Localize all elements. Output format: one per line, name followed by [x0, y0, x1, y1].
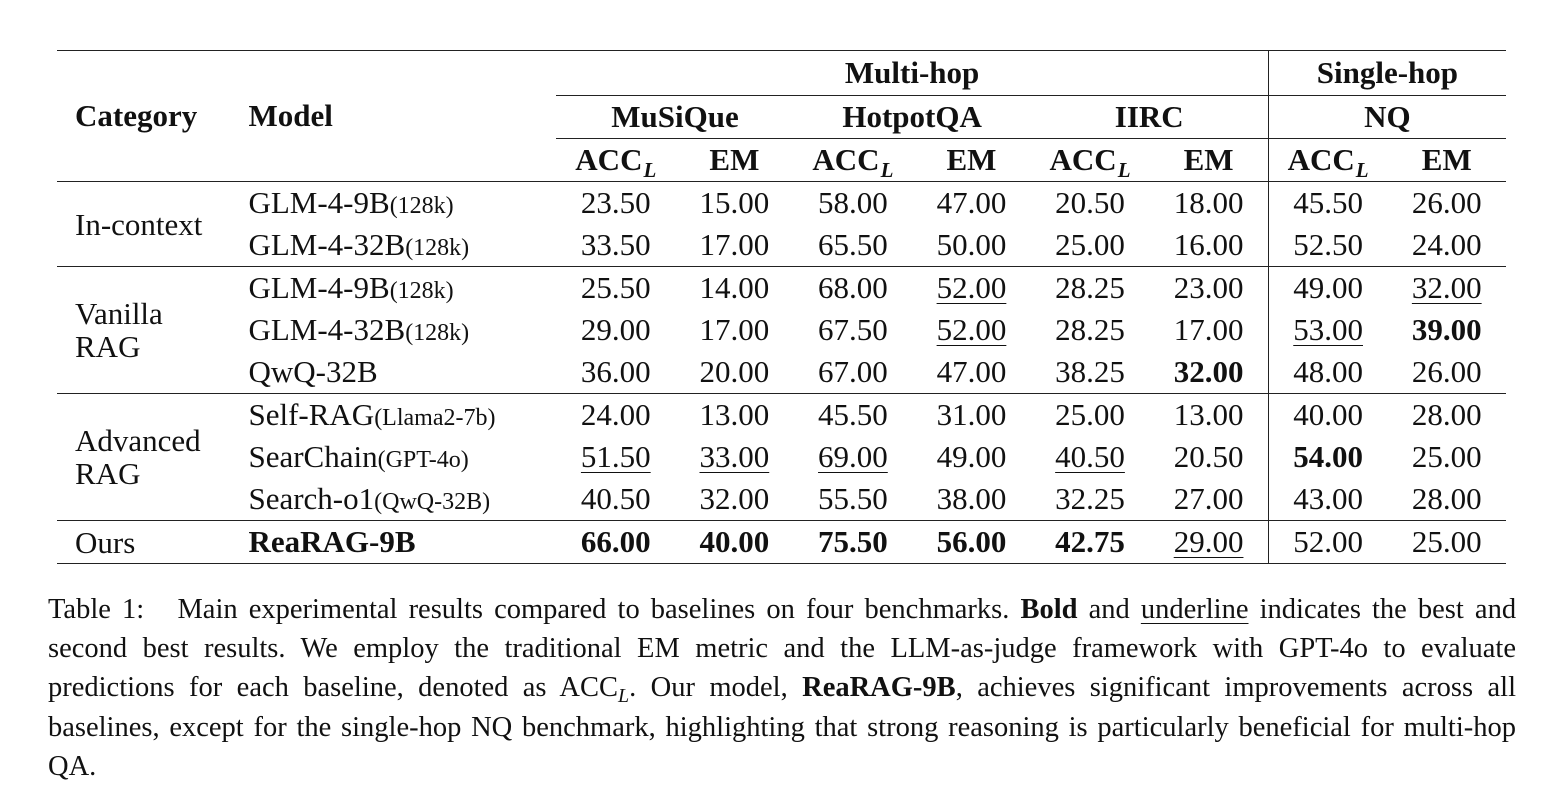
value-cell [1031, 182, 1150, 225]
caption-part4: , achieves significant improvements across all baselines, except for the single-hop NQ benchmark, highlighting that strong reasoning is particularly beneficial for multi-hop QA. [48, 671, 1516, 783]
value-text: 26.00 [1411, 354, 1482, 389]
value-text: 14.00 [699, 270, 770, 305]
header-dataset-nq: NQ [1268, 96, 1506, 139]
model-name: ReaRAG-9B [248, 524, 416, 559]
category-cell [57, 394, 248, 521]
value-cell [1031, 436, 1150, 478]
value-text: 28.25 [1055, 312, 1125, 347]
value-cell [1268, 394, 1387, 437]
table-row [57, 478, 1506, 521]
value-text: 28.25 [1055, 270, 1125, 305]
caption-part1: Main experimental results compared to baselines on four benchmarks. [177, 594, 1010, 625]
value-text: 40.50 [580, 481, 651, 516]
value-text: 24.00 [1411, 227, 1482, 262]
table-row [57, 436, 1506, 478]
model-note: (128k) [405, 235, 470, 261]
header-category: Category [75, 98, 198, 133]
value-cell [912, 394, 1030, 437]
value-text: 47.00 [936, 354, 1007, 389]
value-text: 32.00 [699, 481, 770, 516]
header-dataset-iirc: IIRC [1031, 96, 1269, 139]
value-text: 17.00 [699, 227, 770, 262]
value-cell [556, 267, 675, 310]
value-cell [1388, 394, 1507, 437]
header-metric-em: EM [912, 139, 1030, 182]
value-cell [1268, 436, 1387, 478]
caption-part2: indicates the best and second best results. We employ the traditional EM metric and the LLM-as-judge framework with GPT-4o to evaluate predictions for each baseline, denoted as [48, 594, 1517, 703]
metric-acc-label: ACC [1049, 142, 1117, 177]
value-text: 29.00 [1173, 524, 1244, 559]
model-cell [248, 309, 556, 351]
value-cell [556, 478, 675, 521]
value-text: 45.50 [818, 397, 888, 432]
value-cell [1268, 182, 1387, 225]
value-text: 25.00 [1055, 397, 1125, 432]
model-note: (GPT-4o) [377, 447, 469, 473]
value-cell [1149, 394, 1268, 437]
value-cell [1388, 351, 1507, 394]
model-cell [248, 224, 556, 267]
value-text: 24.00 [580, 397, 651, 432]
value-text: 25.00 [1411, 439, 1482, 474]
value-text: 38.00 [936, 481, 1007, 516]
caption-acc: ACC [559, 671, 618, 703]
value-text: 40.00 [1293, 397, 1363, 432]
table-row [57, 182, 1506, 225]
metric-acc-label: ACC [1287, 142, 1355, 177]
value-text: 40.00 [699, 524, 770, 559]
model-name: GLM-4-9B [248, 270, 390, 305]
value-text: 56.00 [936, 524, 1007, 559]
value-cell [675, 267, 793, 310]
value-text: 36.00 [580, 354, 651, 389]
value-text: 48.00 [1293, 354, 1363, 389]
value-text: 52.00 [936, 270, 1007, 305]
caption-underline-word: underline [1140, 594, 1249, 625]
value-text: 25.00 [1055, 227, 1125, 262]
value-cell [1149, 478, 1268, 521]
value-text: 38.25 [1055, 354, 1125, 389]
table-row [57, 224, 1506, 267]
value-cell [1388, 436, 1507, 478]
value-text: 13.00 [699, 397, 770, 432]
value-cell [1388, 224, 1507, 267]
model-cell [248, 436, 556, 478]
value-text: 58.00 [818, 185, 888, 220]
value-cell [1149, 182, 1268, 225]
model-cell [248, 351, 556, 394]
value-cell [912, 351, 1030, 394]
value-cell [1268, 478, 1387, 521]
value-text: 20.50 [1055, 185, 1125, 220]
value-text: 52.50 [1293, 227, 1363, 262]
value-cell [1268, 267, 1387, 310]
table-row [57, 521, 1506, 564]
value-cell [912, 309, 1030, 351]
value-text: 69.00 [818, 439, 888, 474]
value-text: 20.00 [699, 354, 770, 389]
value-text: 51.50 [580, 439, 651, 474]
header-dataset-hotpotqa: HotpotQA [794, 96, 1031, 139]
value-text: 66.00 [580, 524, 651, 559]
caption-label: Table 1: [48, 594, 145, 625]
value-cell [675, 436, 793, 478]
value-cell [556, 182, 675, 225]
results-table [57, 50, 1506, 564]
value-text: 27.00 [1173, 481, 1244, 516]
model-cell [248, 394, 556, 437]
value-text: 33.00 [699, 439, 770, 474]
header-metric-acc [1031, 139, 1150, 182]
value-text: 33.50 [580, 227, 651, 262]
value-text: 47.00 [936, 185, 1007, 220]
value-cell [794, 436, 913, 478]
table-caption [48, 591, 1516, 787]
value-text: 17.00 [699, 312, 770, 347]
model-note: (128k) [389, 278, 454, 304]
value-text: 17.00 [1173, 312, 1244, 347]
table-row [57, 267, 1506, 310]
value-text: 52.00 [936, 312, 1007, 347]
header-metric-em: EM [1388, 139, 1507, 182]
value-cell [912, 182, 1030, 225]
model-name: GLM-4-32B [248, 227, 406, 262]
caption-and-word: and [1088, 594, 1130, 625]
value-text: 49.00 [1293, 270, 1363, 305]
header-metric-acc [1268, 139, 1387, 182]
value-cell [912, 478, 1030, 521]
value-cell [794, 478, 913, 521]
value-cell [794, 224, 913, 267]
metric-acc-subscript: L [880, 158, 894, 182]
metric-acc-label: ACC [575, 142, 643, 177]
value-cell [912, 267, 1030, 310]
category-label: RAG [75, 456, 141, 491]
value-cell [1031, 224, 1150, 267]
model-cell [248, 521, 556, 564]
value-cell [556, 351, 675, 394]
results-body [57, 182, 1506, 564]
value-text: 31.00 [936, 397, 1007, 432]
value-cell [675, 351, 793, 394]
caption-text [48, 591, 1516, 787]
header-metric-em: EM [1149, 139, 1268, 182]
caption-part3: . Our model, [629, 671, 788, 703]
value-cell [675, 224, 793, 267]
value-text: 40.50 [1055, 439, 1125, 474]
value-cell [1268, 351, 1387, 394]
value-cell [675, 521, 793, 564]
header-single-hop: Single-hop [1268, 51, 1506, 96]
model-name: GLM-4-9B [248, 185, 390, 220]
value-text: 18.00 [1173, 185, 1244, 220]
caption-bold-word: Bold [1020, 594, 1078, 625]
value-text: 50.00 [936, 227, 1007, 262]
value-text: 42.75 [1055, 524, 1125, 559]
value-cell [675, 394, 793, 437]
value-cell [912, 224, 1030, 267]
value-text: 20.50 [1173, 439, 1244, 474]
value-text: 16.00 [1173, 227, 1244, 262]
value-cell [794, 309, 913, 351]
value-text: 55.50 [818, 481, 888, 516]
caption-acc-sub: L [617, 684, 630, 707]
category-label: In-context [75, 206, 203, 242]
table-row [57, 351, 1506, 394]
value-text: 32.25 [1055, 481, 1125, 516]
value-text: 25.00 [1411, 524, 1482, 559]
model-note: (Llama2-7b) [374, 405, 496, 431]
value-cell [1031, 267, 1150, 310]
value-cell [1031, 478, 1150, 521]
value-text: 52.00 [1293, 524, 1363, 559]
value-text: 29.00 [580, 312, 651, 347]
value-cell [1268, 224, 1387, 267]
header-metric-acc [556, 139, 675, 182]
value-cell [556, 394, 675, 437]
value-cell [1388, 267, 1507, 310]
table-row [57, 309, 1506, 351]
header-dataset-musique: MuSiQue [556, 96, 793, 139]
value-cell [912, 521, 1030, 564]
value-text: 28.00 [1411, 397, 1482, 432]
category-label: Ours [75, 524, 136, 560]
value-text: 32.00 [1173, 354, 1244, 389]
value-cell [794, 521, 913, 564]
metric-acc-label: ACC [812, 142, 880, 177]
value-cell [556, 521, 675, 564]
header-model: Model [248, 98, 333, 133]
header-metric-acc [794, 139, 913, 182]
value-cell [1268, 309, 1387, 351]
value-text: 54.00 [1293, 439, 1363, 474]
value-cell [1388, 182, 1507, 225]
value-cell [675, 309, 793, 351]
model-note: (128k) [405, 320, 470, 346]
value-text: 75.50 [818, 524, 888, 559]
model-cell [248, 478, 556, 521]
value-cell [1031, 394, 1150, 437]
category-label: Advanced [75, 423, 201, 458]
value-cell [1149, 351, 1268, 394]
value-text: 45.50 [1293, 185, 1363, 220]
value-text: 23.00 [1173, 270, 1244, 305]
value-text: 39.00 [1411, 312, 1482, 347]
value-cell [675, 478, 793, 521]
value-cell [1388, 309, 1507, 351]
table-row [57, 394, 1506, 437]
value-cell [1149, 267, 1268, 310]
caption-model-bold: ReaRAG-9B [802, 671, 956, 703]
value-text: 25.50 [580, 270, 651, 305]
category-label: RAG [75, 329, 141, 364]
value-cell [794, 267, 913, 310]
model-name: GLM-4-32B [248, 312, 406, 347]
value-cell [1388, 478, 1507, 521]
value-cell [1268, 521, 1387, 564]
value-cell [912, 436, 1030, 478]
model-cell [248, 182, 556, 225]
value-cell [1149, 309, 1268, 351]
value-cell [1388, 521, 1507, 564]
value-text: 43.00 [1293, 481, 1363, 516]
value-text: 28.00 [1411, 481, 1482, 516]
value-cell [556, 436, 675, 478]
model-name: Self-RAG [248, 397, 375, 432]
value-cell [1149, 521, 1268, 564]
category-label: Vanilla [75, 296, 163, 331]
metric-acc-subscript: L [643, 158, 657, 182]
value-cell [556, 224, 675, 267]
category-cell [57, 521, 248, 564]
value-cell [1031, 309, 1150, 351]
value-cell [794, 394, 913, 437]
metric-acc-subscript: L [1117, 158, 1131, 182]
value-cell [1031, 351, 1150, 394]
model-note: (QwQ-32B) [374, 489, 491, 515]
value-text: 65.50 [818, 227, 888, 262]
model-cell [248, 267, 556, 310]
value-cell [675, 182, 793, 225]
header-multi-hop: Multi-hop [556, 51, 1268, 96]
value-text: 23.50 [580, 185, 651, 220]
value-cell [1031, 521, 1150, 564]
category-cell [57, 267, 248, 394]
value-text: 32.00 [1411, 270, 1482, 305]
value-text: 53.00 [1293, 312, 1363, 347]
value-cell [1149, 436, 1268, 478]
model-note: (128k) [389, 193, 454, 219]
model-name: SearChain [248, 439, 378, 474]
value-text: 67.00 [818, 354, 888, 389]
value-text: 67.50 [818, 312, 888, 347]
model-name: Search-o1 [248, 481, 375, 516]
value-cell [556, 309, 675, 351]
value-text: 68.00 [818, 270, 888, 305]
value-cell [1149, 224, 1268, 267]
value-text: 15.00 [699, 185, 770, 220]
value-cell [794, 182, 913, 225]
value-text: 49.00 [936, 439, 1007, 474]
value-text: 13.00 [1173, 397, 1244, 432]
value-text: 26.00 [1411, 185, 1482, 220]
value-cell [794, 351, 913, 394]
model-name: QwQ-32B [248, 354, 378, 389]
metric-acc-subscript: L [1355, 158, 1369, 182]
header-metric-em: EM [675, 139, 793, 182]
category-cell [57, 182, 248, 267]
